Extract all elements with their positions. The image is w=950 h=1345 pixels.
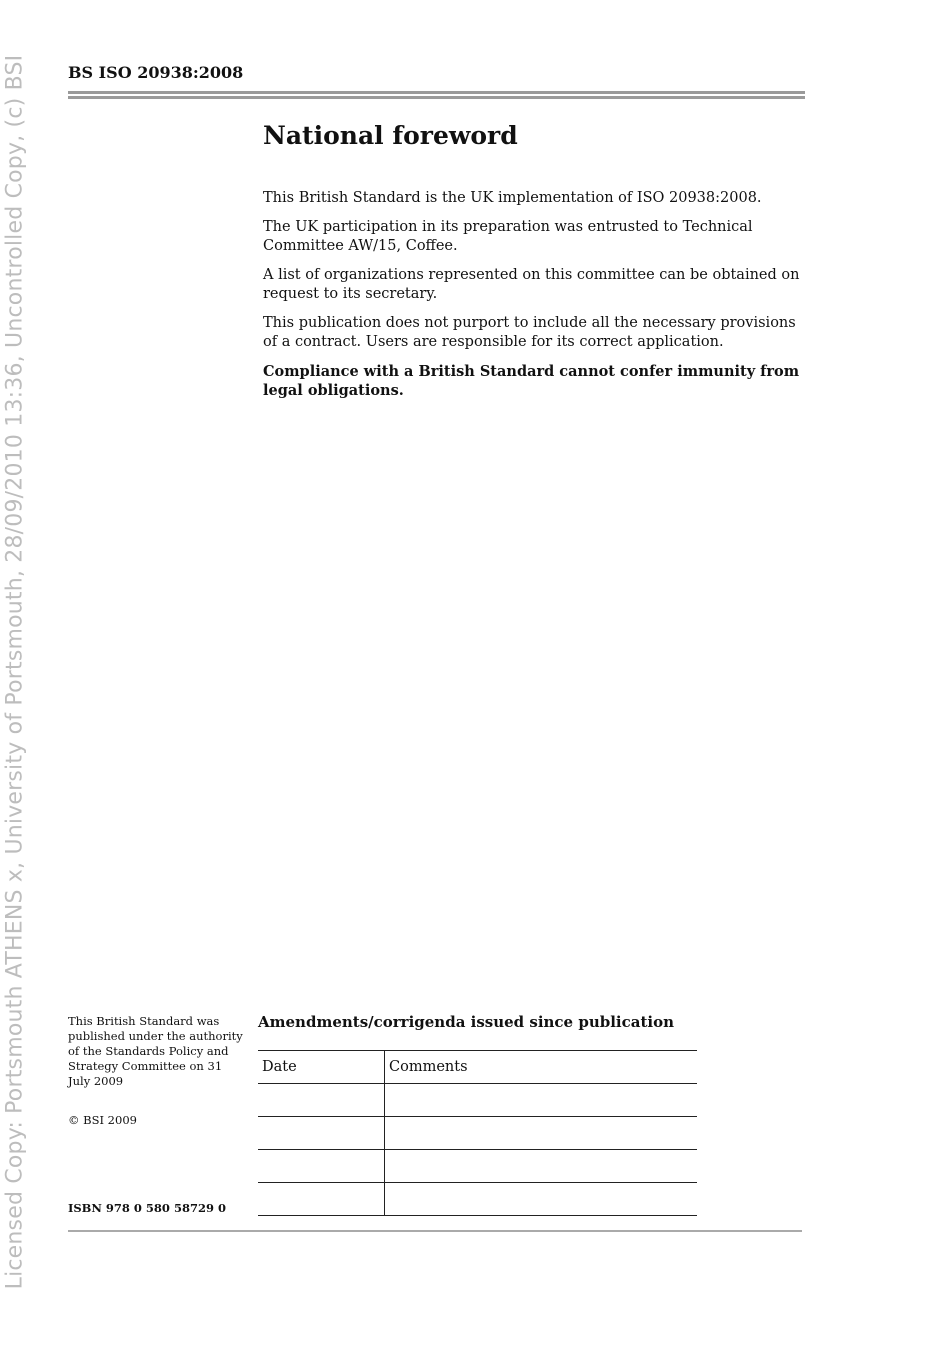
compliance-statement: Compliance with a British Standard cannot confer immunity from legal obligations. — [263, 362, 800, 399]
paragraph-organizations: A list of organizations represented on this committee can be obtained on request to its secretary. — [263, 266, 800, 302]
license-watermark — [0, 0, 30, 1345]
comments-cell — [385, 1117, 698, 1150]
table-row — [258, 1117, 697, 1150]
table-row — [258, 1183, 697, 1216]
comments-cell — [385, 1150, 698, 1183]
paragraph-implementation: This British Standard is the UK implementation of ISO 20938:2008. — [263, 190, 762, 206]
date-header: Date — [258, 1051, 385, 1084]
date-cell — [258, 1084, 385, 1117]
document-id: BS ISO 20938:2008 — [68, 63, 244, 82]
watermark-text: Licensed Copy: Portsmouth ATHENS x, University of Portsmouth, 28/09/2010 13:36, Uncontrolled Copy, (c) BSI — [2, 54, 28, 1290]
publication-note-text: This British Standard was published under the authority of the Standards Policy and Strategy Committee on 31 July 2009 — [68, 1014, 243, 1088]
table-row — [258, 1150, 697, 1183]
table-header-row — [258, 1051, 697, 1084]
date-cell — [258, 1150, 385, 1183]
footer-rule — [68, 1230, 802, 1232]
page-title: National foreword — [263, 121, 518, 150]
copyright: © BSI 2009 — [68, 1113, 137, 1127]
comments-cell — [385, 1183, 698, 1216]
comments-cell — [385, 1084, 698, 1117]
paragraph-contract: This publication does not purport to include all the necessary provisions of a contract. Users are responsible for its correct application. — [263, 314, 796, 350]
header-rule-top — [68, 91, 805, 94]
header-rule-bottom — [68, 96, 805, 99]
table-row — [258, 1084, 697, 1117]
date-cell — [258, 1117, 385, 1150]
comments-header: Comments — [385, 1051, 698, 1084]
paragraph-participation: The UK participation in its preparation was entrusted to Technical Committee AW/15, Coffee. — [263, 218, 753, 254]
amendments-title: Amendments/corrigenda issued since publication — [258, 1013, 674, 1031]
publication-note — [68, 1014, 243, 1089]
isbn: ISBN 978 0 580 58729 0 — [68, 1201, 226, 1215]
amendments-table — [258, 1050, 697, 1216]
date-cell — [258, 1183, 385, 1216]
foreword-body — [263, 189, 808, 410]
